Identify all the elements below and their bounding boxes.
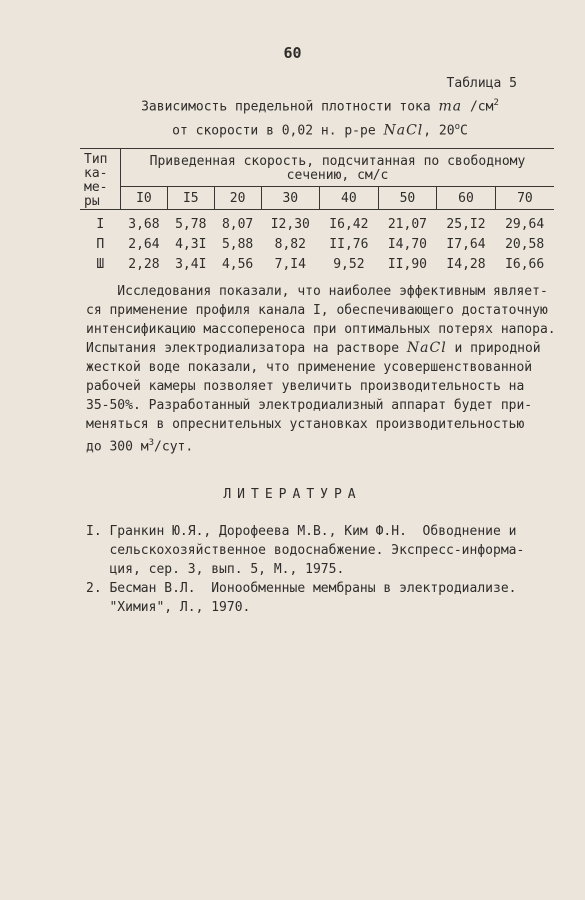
paragraph-line: 35-50%. Разработанный электродиализный аппарат будет при- — [86, 398, 533, 413]
table-cell: 8,07 — [221, 216, 254, 232]
table-cell: I6,66 — [505, 256, 545, 272]
reference-line: ция, сер. 3, вып. 5, М., 1975. — [86, 562, 345, 577]
table-cell: 4,3I — [175, 236, 207, 252]
handwritten-formula: NaCl — [406, 340, 447, 356]
table-row — [80, 254, 554, 274]
table-cell: 25,I2 — [446, 216, 486, 232]
corner-line: ры — [84, 194, 100, 209]
speed-col-header: 60 — [437, 187, 496, 210]
reference-line: "Химия", Л., 1970. — [86, 600, 251, 615]
speed-col-header: 50 — [378, 187, 437, 210]
paragraph-line — [86, 339, 556, 358]
paragraph-line: ся применение профиля канала I, обеспечивающего достаточную — [86, 303, 548, 318]
table-cell: I6,42 — [329, 216, 369, 232]
row-type: Ш — [96, 256, 105, 272]
handwritten-unit: ma — [438, 98, 463, 115]
speed-header-line: Приведенная скорость, подсчитанная по свободному — [149, 153, 526, 169]
speed-col-header: 20 — [214, 187, 261, 210]
title-temp: , 20 — [423, 123, 455, 139]
table-title-line1 — [110, 93, 530, 117]
table-cell: 20,58 — [505, 236, 545, 252]
paragraph-line — [86, 434, 556, 456]
corner-header — [80, 149, 121, 210]
table-title — [110, 93, 530, 142]
reference-list — [86, 522, 566, 617]
paragraph-line: рабочей камеры позволяет увеличить производительность на — [86, 379, 525, 394]
paragraph-text: /сут. — [154, 439, 194, 455]
speed-col-header: I0 — [121, 187, 168, 210]
table-cell: 2,28 — [128, 256, 160, 272]
speed-header-line: сечению, см/с — [286, 167, 389, 183]
superscript: 3 — [148, 438, 155, 448]
table-cell: 2,64 — [128, 236, 160, 252]
body-paragraph — [86, 282, 556, 456]
corner-line: ка- — [84, 166, 108, 181]
table-cell: I2,30 — [270, 216, 310, 232]
reference-item — [86, 579, 566, 617]
paragraph-text: Испытания электродиализатора на растворе — [86, 341, 407, 356]
title-text-2: от скорости в 0,02 н. р-ре — [172, 123, 376, 139]
title-sup: 2 — [493, 98, 499, 108]
table-cell: 4,56 — [221, 256, 254, 272]
table-cell: 5,88 — [221, 236, 254, 252]
table-cell: II,90 — [387, 256, 427, 272]
data-table — [80, 148, 554, 274]
table-cell: 21,07 — [387, 216, 427, 232]
reference-line: сельскохозяйственное водоснабжение. Экспресс-информа- — [86, 543, 525, 558]
reference-line: I. Гранкин Ю.Я., Дорофеева М.В., Ким Ф.Н. Обводнение и — [86, 524, 517, 539]
title-text: Зависимость предельной плотности тока — [141, 99, 431, 115]
page-number: 60 — [283, 44, 302, 62]
table-cell: 5,78 — [175, 216, 207, 232]
speed-col-header: 30 — [261, 187, 320, 210]
table-cell: 3,4I — [175, 256, 207, 272]
speed-col-header: I5 — [167, 187, 214, 210]
title-degree: o — [454, 122, 461, 133]
speed-header — [121, 149, 555, 187]
table-cell: 3,68 — [128, 216, 160, 232]
title-unit: /см — [469, 99, 494, 115]
speed-col-header: 40 — [320, 187, 379, 210]
paragraph-line: жесткой воде показали, что применение усовершенствованной — [86, 360, 533, 375]
speed-col-header: 70 — [495, 187, 554, 210]
paragraph-text: и природной — [446, 341, 541, 356]
paragraph-text: до 300 м — [86, 439, 149, 455]
row-type: П — [96, 236, 105, 252]
paragraph-line: меняться в опреснительных установках производительностью — [86, 417, 525, 432]
row-type: I — [96, 216, 105, 232]
table-cell: II,76 — [329, 236, 369, 252]
title-celsius: C — [460, 123, 468, 139]
corner-line: ме- — [84, 180, 108, 195]
handwritten-formula: NaCl — [383, 122, 424, 139]
table-cell: I7,64 — [446, 236, 486, 252]
table-label: Таблица 5 — [446, 76, 517, 91]
table-row — [80, 234, 554, 254]
table-cell: I4,70 — [387, 236, 427, 252]
paragraph-line: интенсификацию массопереноса при оптимальных потерях напора. — [86, 322, 556, 337]
table-row — [80, 210, 554, 235]
corner-line: Тип — [84, 152, 108, 167]
table-cell: I4,28 — [446, 256, 486, 272]
literature-heading: ЛИТЕРАТУРА — [223, 487, 362, 502]
reference-line: 2. Бесман В.Л. Ионообменные мембраны в электродиализе. — [86, 581, 517, 596]
table-cell: 9,52 — [333, 256, 365, 272]
table-cell: 29,64 — [505, 216, 545, 232]
table-cell: 7,I4 — [274, 256, 306, 272]
table-title-line2 — [110, 117, 530, 141]
reference-item — [86, 522, 566, 579]
table-cell: 8,82 — [274, 236, 306, 252]
paragraph-line: Исследования показали, что наиболее эффективным являет- — [86, 284, 548, 299]
